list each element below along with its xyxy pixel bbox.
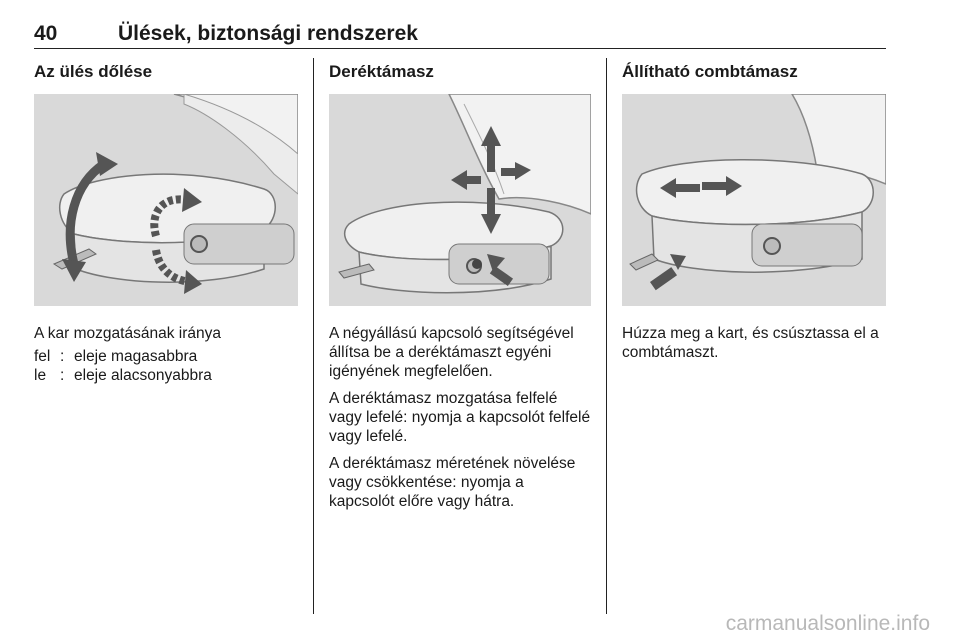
definition-separator: : bbox=[60, 348, 65, 365]
seat-tilt-illustration bbox=[34, 94, 298, 306]
paragraph: A deréktámasz mozgatása felfelé vagy lefelé: nyomja a kapcsolót felfelé vagy lefelé. bbox=[329, 390, 591, 445]
definition-value: eleje magasabbra bbox=[74, 348, 198, 365]
lumbar-support-illustration bbox=[329, 94, 591, 306]
page-number: 40 bbox=[34, 22, 58, 45]
definition-list bbox=[34, 347, 298, 385]
watermark: carmanualsonline.info bbox=[725, 612, 930, 635]
section-lumbar-support bbox=[329, 58, 591, 511]
section-heading: Az ülés dőlése bbox=[34, 62, 153, 81]
paragraph: A deréktámasz méretének növelése vagy csökkentése: nyomja a kapcsolót előre vagy hátra. bbox=[329, 455, 576, 510]
definition-row bbox=[34, 347, 298, 366]
section-heading: Deréktámasz bbox=[329, 62, 434, 81]
definition-separator: : bbox=[60, 367, 65, 384]
intro-text: A kar mozgatásának iránya bbox=[34, 325, 221, 342]
paragraph: A négyállású kapcsoló segítségével állítsa be a deréktámaszt egyéni igényének megfelelően. bbox=[329, 325, 574, 380]
paragraph: Húzza meg a kart, és csúsztassa el a combtámaszt. bbox=[622, 325, 879, 361]
page-header bbox=[34, 22, 886, 49]
chapter-title: Ülések, biztonsági rendszerek bbox=[118, 22, 418, 45]
definition-key: le bbox=[34, 367, 47, 384]
section-seat-tilt bbox=[34, 58, 298, 385]
definition-key: fel bbox=[34, 348, 51, 365]
section-heading: Állítható combtámasz bbox=[622, 62, 798, 81]
definition-row bbox=[34, 366, 298, 385]
column-divider bbox=[606, 58, 607, 614]
thigh-support-illustration bbox=[622, 94, 886, 306]
column-divider bbox=[313, 58, 314, 614]
definition-value: eleje alacsonyabbra bbox=[74, 367, 212, 384]
section-thigh-support bbox=[622, 58, 886, 362]
